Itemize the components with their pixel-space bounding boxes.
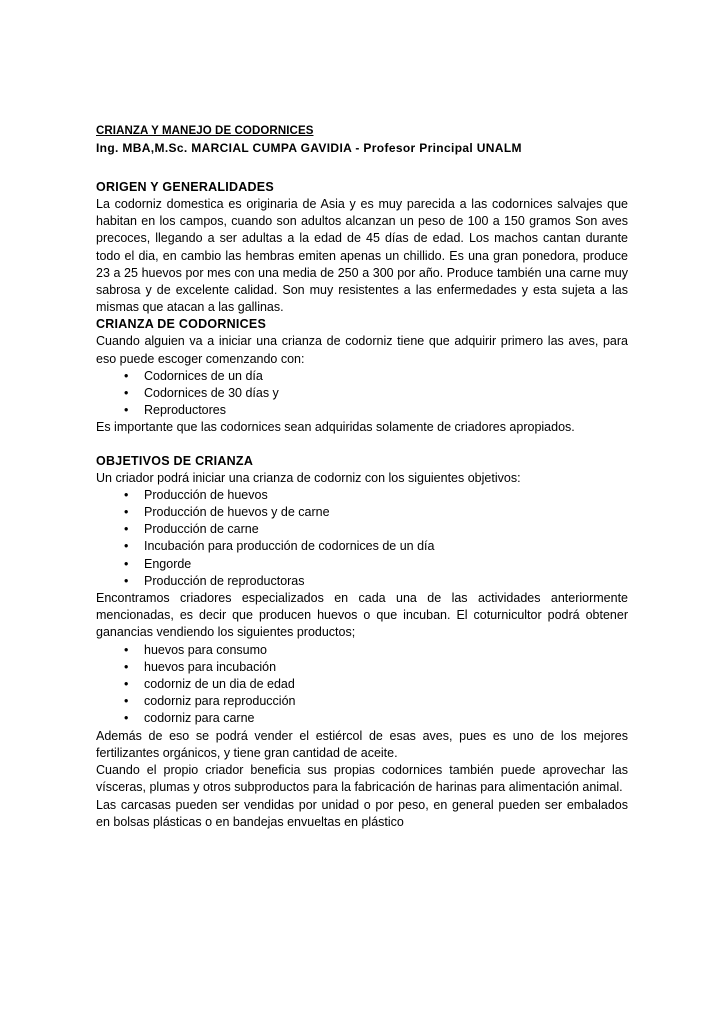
section-closing-crianza: Es importante que las codornices sean adquiridas solamente de criadores apropiados. [96,420,575,435]
document-author: Ing. MBA,M.Sc. MARCIAL CUMPA GAVIDIA - Profesor Principal UNALM [96,141,522,155]
section-heading-crianza: CRIANZA DE CODORNICES [96,317,267,332]
document-body [96,124,628,831]
spacer [96,437,628,453]
section-heading-origen: ORIGEN Y GENERALIDADES [96,180,274,194]
section-paragraph-origen: La codorniz domestica es originaria de Asia y es muy parecida a las codornices salvajes que habitan en los campos, cuando son adultos alcanzan un peso de 100 a 150 gramos Son aves precoces, llegando a ser adultas a la edad de 45 días de edad. Los machos cantan durante todo el dia, en cambio las hembras emiten apenas un chillido. Es una gran ponedora, produce 23 a 25 huevos por mes con una media de 250 a 300 por año. Produce también una carne muy sabrosa y de excelente calidad. Son muy resistentes a las enfermedades y esta sujeta a las mismas que atacan a las gallinas. [96,197,628,315]
spacer [96,157,628,179]
section-intro-objetivos: Un criador podrá iniciar una crianza de codorniz con los siguientes objetivos: [96,470,521,485]
list-item: • Reproductores [120,402,628,419]
section-heading-objetivos: OBJETIVOS DE CRIANZA [96,453,254,468]
list-item: • Producción de huevos [120,487,628,504]
list-item: • Engorde [120,556,628,573]
list-item: • Incubación para producción de codornices de un día [120,538,628,555]
list-item: • codorniz de un dia de edad [120,676,628,693]
section-mid-paragraph-objetivos: Encontramos criadores especializados en cada una de las actividades anteriormente mencionadas, es decir que producen huevos o que incuban. El coturnicultor podrá obtener ganancias vendiendo los siguientes productos; [96,591,628,640]
section-intro-crianza: Cuando alguien va a iniciar una crianza de codorniz tiene que adquirir primero las aves, para eso puede escoger comenzando con: [96,334,628,366]
list-item: • codorniz para reproducción [120,693,628,710]
section-closing-1: Además de eso se podrá vender el estiércol de esas aves, pues es uno de los mejores fertilizantes orgánicos, y tiene gran cantidad de aceite. [96,728,628,760]
list-item: • Producción de reproductoras [120,573,628,590]
list-item: • huevos para incubación [120,659,628,676]
bullet-list-productos [96,642,628,728]
bullet-list-objetivos [96,487,628,590]
list-item: • Codornices de 30 días y [120,385,628,402]
list-item: • codorniz para carne [120,710,628,727]
list-item: • Producción de carne [120,521,628,538]
document-title: CRIANZA Y MANEJO DE CODORNICES [96,125,314,137]
list-item: • Codornices de un día [120,368,628,385]
section-closing-2: Cuando el propio criador beneficia sus propias codornices también puede aprovechar las vísceras, plumas y otros subproductos para la fabricación de harinas para alimentación animal. [96,763,628,795]
bullet-list-crianza [96,368,628,420]
list-item: • huevos para consumo [120,642,628,659]
list-item: • Producción de huevos y de carne [120,504,628,521]
section-closing-3: Las carcasas pueden ser vendidas por unidad o por peso, en general pueden ser embalados en bolsas plásticas o en bandejas envueltas en plástico [96,797,628,829]
